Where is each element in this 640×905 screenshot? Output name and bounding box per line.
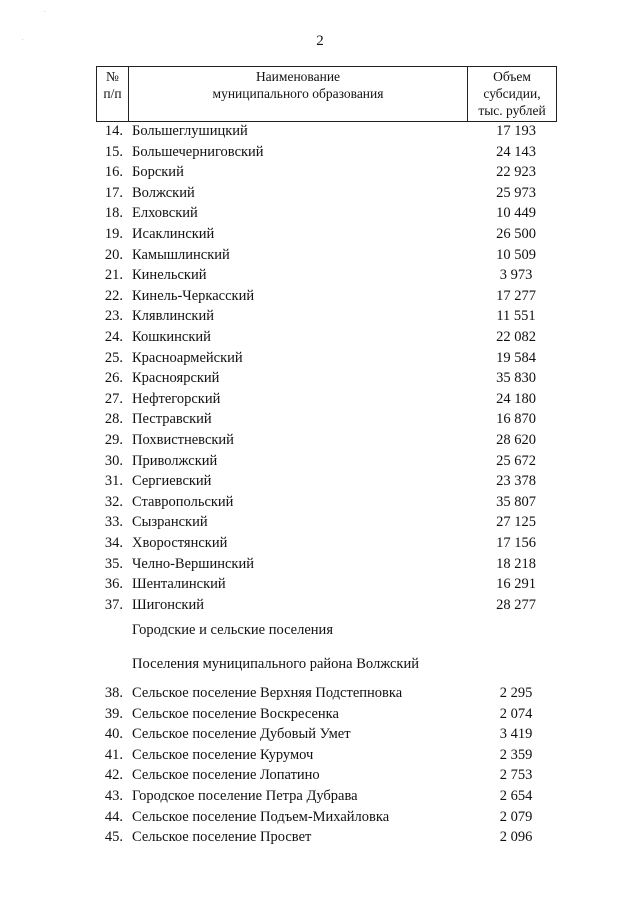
row-number: 27. — [104, 390, 123, 407]
row-number: 43. — [104, 788, 123, 804]
row-name: Волжский — [132, 184, 195, 201]
row-volume: 25 973 — [496, 184, 536, 201]
table-row — [0, 724, 640, 744]
row-number: 24. — [104, 329, 123, 345]
row-volume: 3 973 — [499, 267, 533, 284]
row-name: Большеглушицкий — [132, 123, 248, 139]
row-number: 34. — [104, 535, 123, 551]
table-row — [0, 245, 640, 265]
row-volume: 24 143 — [496, 143, 536, 160]
row-number: 26. — [104, 370, 123, 387]
row-name: Клявлинский — [132, 308, 214, 325]
page-number: 2 — [316, 33, 324, 49]
header-volume-line-1: Объем — [493, 69, 531, 84]
row-number: 44. — [104, 808, 123, 825]
header-volume-column — [468, 67, 557, 122]
table-row — [0, 595, 640, 615]
row-name: Кинельский — [132, 267, 207, 284]
row-number: 18. — [104, 205, 123, 222]
row-number: 25. — [104, 349, 123, 366]
row-volume: 27 125 — [496, 514, 536, 531]
table-row — [0, 203, 640, 223]
row-number: 17. — [104, 184, 123, 201]
row-name: Хворостянский — [132, 535, 228, 551]
row-volume: 3 419 — [499, 726, 533, 743]
row-number: 14. — [104, 123, 123, 139]
row-number: 15. — [104, 143, 123, 160]
row-volume: 17 156 — [496, 535, 536, 551]
row-volume: 16 870 — [496, 411, 536, 428]
table-row — [0, 265, 640, 285]
section-title-volzhsky: Поселения муниципального района Волжский — [132, 656, 419, 672]
row-name: Сельское поселение Просвет — [132, 829, 312, 846]
table-row — [0, 827, 640, 847]
row-number: 38. — [104, 685, 123, 701]
table-row — [0, 306, 640, 326]
table-row — [0, 348, 640, 368]
table-row — [0, 286, 640, 306]
table-row — [0, 471, 640, 491]
row-number: 36. — [104, 576, 123, 593]
table-row — [0, 142, 640, 162]
row-volume: 11 551 — [496, 308, 536, 325]
row-volume: 24 180 — [496, 390, 536, 407]
row-volume: 18 218 — [496, 555, 536, 572]
row-number: 32. — [104, 493, 123, 510]
table-row — [0, 162, 640, 182]
row-number: 28. — [104, 411, 123, 428]
table-row — [0, 533, 640, 553]
row-name: Сельское поселение Верхняя Подстепновка — [132, 685, 403, 701]
table-row — [0, 451, 640, 471]
table-row — [0, 554, 640, 574]
table-header — [96, 66, 557, 122]
row-name: Борский — [132, 164, 184, 181]
header-name-line-2: муниципального образования — [212, 86, 384, 101]
scan-mark: . — [44, 8, 46, 14]
row-number: 37. — [104, 596, 123, 613]
header-volume-line-2: субсидии, — [483, 86, 541, 101]
row-number: 30. — [104, 452, 123, 469]
header-number-line-1: № — [106, 69, 119, 84]
table-row — [0, 574, 640, 594]
row-volume: 2 074 — [499, 705, 533, 722]
row-volume: 17 277 — [496, 287, 536, 304]
row-name: Похвистневский — [132, 432, 234, 448]
row-number: 41. — [104, 746, 123, 763]
header-name-line-1: Наименование — [255, 69, 341, 84]
table-row — [0, 704, 640, 724]
row-volume: 35 807 — [496, 493, 536, 510]
table-row — [0, 786, 640, 806]
row-number: 20. — [104, 246, 123, 263]
row-number: 33. — [104, 514, 123, 531]
row-name: Сельское поселение Дубовый Умет — [132, 726, 351, 743]
row-name: Кинель-Черкасский — [132, 287, 255, 304]
row-name: Сергиевский — [132, 473, 212, 490]
row-volume: 26 500 — [496, 226, 536, 242]
header-name-column — [129, 67, 468, 122]
row-name: Камышлинский — [132, 246, 230, 263]
row-volume: 2 096 — [499, 829, 533, 846]
row-name: Сельское поселение Лопатино — [132, 767, 320, 784]
row-number: 19. — [104, 226, 123, 242]
row-name: Исаклинский — [132, 226, 215, 242]
row-volume: 22 923 — [496, 164, 536, 181]
table-row — [0, 409, 640, 429]
row-number: 45. — [104, 829, 123, 846]
row-name: Красноярский — [132, 370, 220, 387]
row-name: Кошкинский — [132, 329, 211, 345]
row-volume: 16 291 — [496, 576, 536, 593]
table-row — [0, 512, 640, 532]
row-name: Сельское поселение Подъем-Михайловка — [132, 808, 390, 825]
row-volume: 2 753 — [499, 767, 533, 784]
row-volume: 2 359 — [499, 746, 533, 763]
row-name: Красноармейский — [132, 349, 243, 366]
table-row — [0, 765, 640, 785]
row-volume: 19 584 — [496, 349, 536, 366]
row-name: Городское поселение Петра Дубрава — [132, 788, 358, 804]
table-row — [0, 224, 640, 244]
row-number: 22. — [104, 287, 123, 304]
row-volume: 28 620 — [496, 432, 536, 448]
table-row — [0, 389, 640, 409]
table-row — [0, 807, 640, 827]
row-volume: 2 654 — [499, 788, 533, 804]
row-number: 42. — [104, 767, 123, 784]
row-volume: 10 449 — [496, 205, 536, 222]
row-name: Ставропольский — [132, 493, 234, 510]
row-number: 23. — [104, 308, 123, 325]
row-name: Приволжский — [132, 452, 218, 469]
table-row — [0, 121, 640, 141]
row-name: Сызранский — [132, 514, 208, 531]
row-number: 40. — [104, 726, 123, 743]
header-number-column — [97, 67, 129, 122]
table-row — [0, 368, 640, 388]
row-name: Большечерниговский — [132, 143, 264, 160]
row-volume: 35 830 — [496, 370, 536, 387]
row-number: 39. — [104, 705, 123, 722]
row-name: Сельское поселение Курумоч — [132, 746, 314, 763]
row-volume: 17 193 — [496, 123, 536, 139]
row-name: Шенталинский — [132, 576, 226, 593]
row-volume: 2 079 — [499, 808, 533, 825]
row-volume: 10 509 — [496, 246, 536, 263]
table-row — [0, 327, 640, 347]
row-name: Челно-Вершинский — [132, 555, 254, 572]
row-volume: 28 277 — [496, 596, 536, 613]
row-name: Нефтегорский — [132, 390, 221, 407]
row-volume: 25 672 — [496, 452, 536, 469]
row-number: 29. — [104, 432, 123, 448]
row-number: 31. — [104, 473, 123, 490]
scan-mark: . — [22, 36, 24, 42]
row-name: Елховский — [132, 205, 198, 222]
table-row — [0, 745, 640, 765]
table-row — [0, 683, 640, 703]
table-row — [0, 430, 640, 450]
row-volume: 2 295 — [499, 685, 533, 701]
header-number-line-2: п/п — [103, 86, 122, 101]
table-row — [0, 492, 640, 512]
row-number: 16. — [104, 164, 123, 181]
row-name: Сельское поселение Воскресенка — [132, 705, 339, 722]
row-name: Шигонский — [132, 596, 204, 613]
header-volume-line-3: тыс. рублей — [478, 103, 546, 118]
row-number: 35. — [104, 555, 123, 572]
row-volume: 23 378 — [496, 473, 536, 490]
table-row — [0, 183, 640, 203]
row-volume: 22 082 — [496, 329, 536, 345]
section-title-urban-rural: Городские и сельские поселения — [132, 622, 333, 638]
row-name: Пестравский — [132, 411, 212, 428]
row-number: 21. — [104, 267, 123, 284]
